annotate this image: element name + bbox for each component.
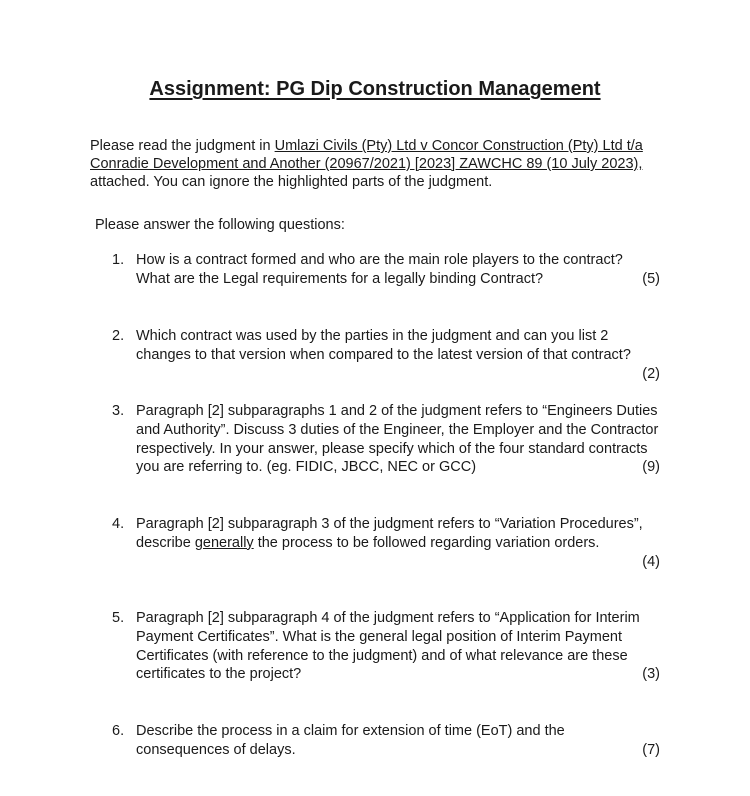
question-text-after: the process to be followed regarding variation orders. [253, 534, 600, 551]
question-marks: (7) [642, 741, 660, 758]
question-text: Which contract was used by the parties in the judgment and can you list 2 changes to that version when compared to the latest version of that contract? [136, 328, 631, 363]
question-4 [112, 515, 660, 570]
case-reference: Umlazi Civils (Pty) Ltd v Concor Construction (Pty) Ltd t/a Conradie Development and Another (20967/2021) [2023] ZAWCHC 89 (10 July 2023), [90, 138, 643, 172]
intro-paragraph [90, 137, 670, 191]
page-title: Assignment: PG Dip Construction Management [149, 78, 601, 100]
question-text-line2: What are the Legal requirements for a legally binding Contract? [136, 270, 544, 287]
question-text-before: Paragraph [2] subparagraph 3 of the judgment refers to “Variation Procedures”, describe [136, 516, 643, 551]
question-1 [112, 251, 660, 289]
question-5 [112, 609, 660, 684]
question-number: 4. [112, 516, 125, 532]
intro-text-after: attached. You can ignore the highlighted parts of the judgment. [90, 174, 493, 190]
question-number: 5. [112, 610, 125, 626]
question-6 [112, 722, 660, 760]
question-marks: (9) [642, 459, 660, 476]
instructions-prompt: Please answer the following questions: [95, 217, 345, 233]
question-marks: (4) [642, 553, 660, 570]
question-text-line1: How is a contract formed and who are the main role players to the contract? [136, 252, 623, 268]
question-2 [112, 327, 660, 383]
question-number: 6. [112, 723, 125, 739]
question-3 [112, 402, 660, 477]
question-marks: (5) [642, 270, 660, 287]
question-marks: (2) [642, 365, 660, 382]
question-number: 1. [112, 252, 125, 268]
question-emphasis: generally [194, 534, 254, 551]
intro-text-before: Please read the judgment in [90, 138, 275, 154]
question-number: 2. [112, 328, 125, 344]
question-text: Describe the process in a claim for extension of time (EoT) and the consequences of delays. [136, 723, 565, 758]
question-number: 3. [112, 403, 125, 419]
question-text: Paragraph [2] subparagraphs 1 and 2 of the judgment refers to “Engineers Duties and Authority”. Discuss 3 duties of the Engineer, the Employer and the Contractor respectively. In your answer, please specify which of the four standard contracts you are referring to. (eg. FIDIC, JBCC, NEC or GCC) [136, 403, 659, 476]
question-marks: (3) [642, 666, 660, 683]
question-text: Paragraph [2] subparagraph 4 of the judgment refers to “Application for Interim Payment Certificates”. What is the general legal position of Interim Payment Certificates (with reference to the judgment) and of what relevance are these certificates to the project? [136, 610, 640, 683]
